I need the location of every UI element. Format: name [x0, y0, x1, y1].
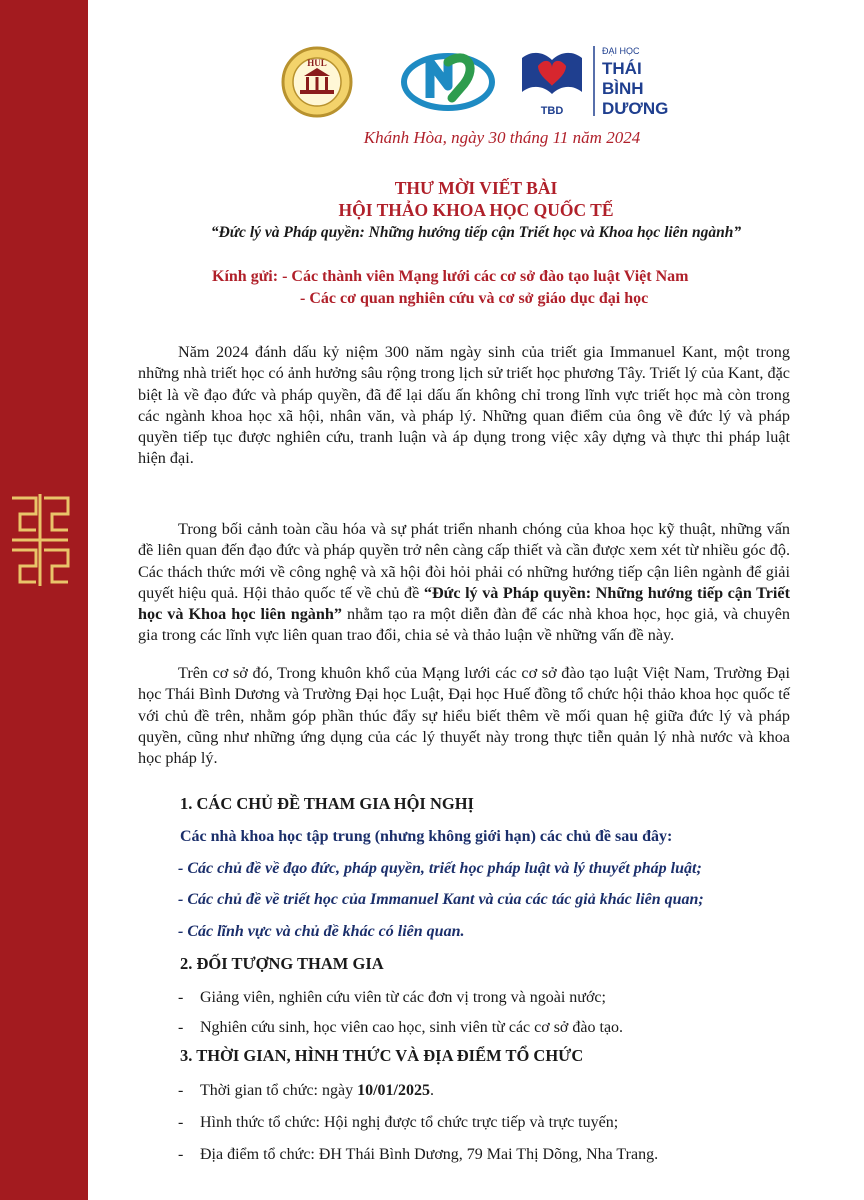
document-date: Khánh Hòa, ngày 30 tháng 11 năm 2024	[363, 128, 641, 147]
participant-text: Giảng viên, nghiên cứu viên từ các đơn vị trong và ngoài nước;	[200, 989, 606, 1006]
paragraph-2	[138, 519, 790, 655]
paragraph-2-before: Trong bối cảnh toàn cầu hóa và sự phát triển nhanh chóng của khoa học kỹ thuật, những vấn đề liên quan đến đạo đức và pháp quyền trở nên càng cấp thiết và cần được xem xét từ nhiều góc độ. Các thách thức mới về công nghệ và xã hội đòi hỏi phải có những hướng tiếp cận liên ngành để giải quyết hiệu quả. Hội thảo quốc tế về chủ đề	[138, 520, 790, 602]
section-3-heading: 3. THỜI GIAN, HÌNH THỨC VÀ ĐỊA ĐIỂM TỔ CHỨC	[180, 1046, 584, 1065]
logo-line-3: BÌNH	[602, 79, 644, 98]
section-2-heading: 2. ĐỐI TƯỢNG THAM GIA	[180, 954, 384, 973]
event-location-item: - Địa điểm tổ chức: ĐH Thái Bình Dương, 79 Mai Thị Dõng, Nha Trang.	[178, 1146, 659, 1163]
topic-item: - Các chủ đề về đạo đức, pháp quyền, triết học pháp luật và lý thuyết pháp luật;	[178, 860, 702, 877]
network-logo-icon	[400, 40, 496, 120]
participant-item: - Giảng viên, nghiên cứu viên từ các đơn vị trong và ngoài nước;	[178, 989, 606, 1006]
event-time-item: - Thời gian tổ chức: ngày 10/01/2025.	[178, 1082, 434, 1099]
topics-intro: Các nhà khoa học tập trung (nhưng không giới hạn) các chủ đề sau đây:	[180, 828, 673, 845]
conference-theme: “Đức lý và Pháp quyền: Những hướng tiếp cận Triết học và Khoa học liên ngành”	[210, 224, 742, 241]
event-format-text: Hình thức tổ chức: Hội nghị được tổ chức trực tiếp và trực tuyến;	[200, 1114, 619, 1131]
topic-item: - Các chủ đề về triết học của Immanuel Kant và của các tác giả khác liên quan;	[178, 891, 704, 908]
decorative-sidebar	[0, 0, 88, 1200]
thai-binh-duong-logo-icon	[508, 38, 678, 122]
paragraph-3	[138, 663, 790, 777]
paragraph-2-after: nhằm tạo ra một diễn đàn để các nhà khoa học, học giả, và chuyên gia trong các lĩnh vực liên quan trao đổi, chia sẻ và thảo luận về những vấn đề này.	[138, 605, 790, 645]
paragraph-3-text: Trên cơ sở đó, Trong khuôn khổ của Mạng lưới các cơ sở đào tạo luật Việt Nam, Trường Đại học Thái Bình Dương và Trường Đại học Luật, Đại học Huế đồng tổ chức hội thảo khoa học quốc tế với chủ đề trên, nhằm góp phần thúc đẩy sự hiểu biết thêm về mối quan hệ giữa đức lý và pháp quyền, cũng như những ứng dụng của các lý thuyết này trong thực tiễn quản lý nhà nước và khoa học pháp lý.	[138, 664, 790, 768]
event-time-end: .	[429, 1082, 434, 1099]
topic-item: - Các lĩnh vực và chủ đề khác có liên quan.	[178, 923, 465, 940]
paragraph-2-theme: “Đức lý và Pháp quyền: Những hướng tiếp cận Triết học và Khoa học liên ngành”	[138, 583, 790, 624]
logo-line-4: DƯƠNG	[602, 99, 669, 118]
participant-text: Nghiên cứu sinh, học viên cao học, sinh viên từ các cơ sở đào tạo.	[200, 1019, 624, 1036]
participant-item: - Nghiên cứu sinh, học viên cao học, sinh viên từ các cơ sở đào tạo.	[178, 1019, 624, 1036]
paragraph-1	[138, 342, 790, 478]
recipients-block	[212, 268, 688, 312]
logo-line-1: ĐẠI HỌC	[602, 46, 640, 56]
event-location-text: Địa điểm tổ chức: ĐH Thái Bình Dương, 79 Mai Thị Dõng, Nha Trang.	[200, 1146, 659, 1163]
section-1-heading: 1. CÁC CHỦ ĐỀ THAM GIA HỘI NGHỊ	[180, 794, 474, 813]
conference-title: HỘI THẢO KHOA HỌC QUỐC TẾ	[338, 200, 614, 220]
event-date: 10/01/2025	[357, 1082, 430, 1099]
paragraph-1-text: Năm 2024 đánh dấu kỷ niệm 300 năm ngày sinh của triết gia Immanuel Kant, một trong những nhà triết học có ảnh hưởng sâu rộng trong lịch sử triết học phương Tây. Triết lý của Kant, đặc biệt là về đạo đức và pháp quyền, đã để lại dấu ấn không chỉ trong lĩnh vực triết học mà còn trong các ngành khoa học xã hội, nhân văn, và pháp lý. Những quan điểm của ông về đức lý và pháp quyền tiếp tục được nghiên cứu, tranh luận và áp dụng trong việc xây dựng và thực thi pháp luật hiện đại.	[138, 343, 790, 468]
event-format-item: - Hình thức tổ chức: Hội nghị được tổ chức trực tiếp và trực tuyến;	[178, 1114, 619, 1131]
event-time-label: Thời gian tổ chức: ngày	[200, 1082, 358, 1099]
logo-line-2: THÁI	[602, 59, 642, 78]
recipient-line-1: Kính gửi: - Các thành viên Mạng lưới các cơ sở đào tạo luật Việt Nam	[212, 268, 689, 285]
ornament-motif-icon	[8, 492, 72, 588]
document-title: THƯ MỜI VIẾT BÀI	[394, 178, 558, 198]
recipient-line-2: - Các cơ quan nghiên cứu và cơ sở giáo dục đại học	[300, 290, 649, 307]
hue-law-university-logo-icon	[276, 46, 358, 118]
logo-tbd-abbr: TBD	[540, 105, 564, 117]
header-logos	[268, 36, 688, 126]
paragraph-2-text	[138, 519, 790, 647]
logo-hul-text: HUL	[307, 58, 327, 68]
